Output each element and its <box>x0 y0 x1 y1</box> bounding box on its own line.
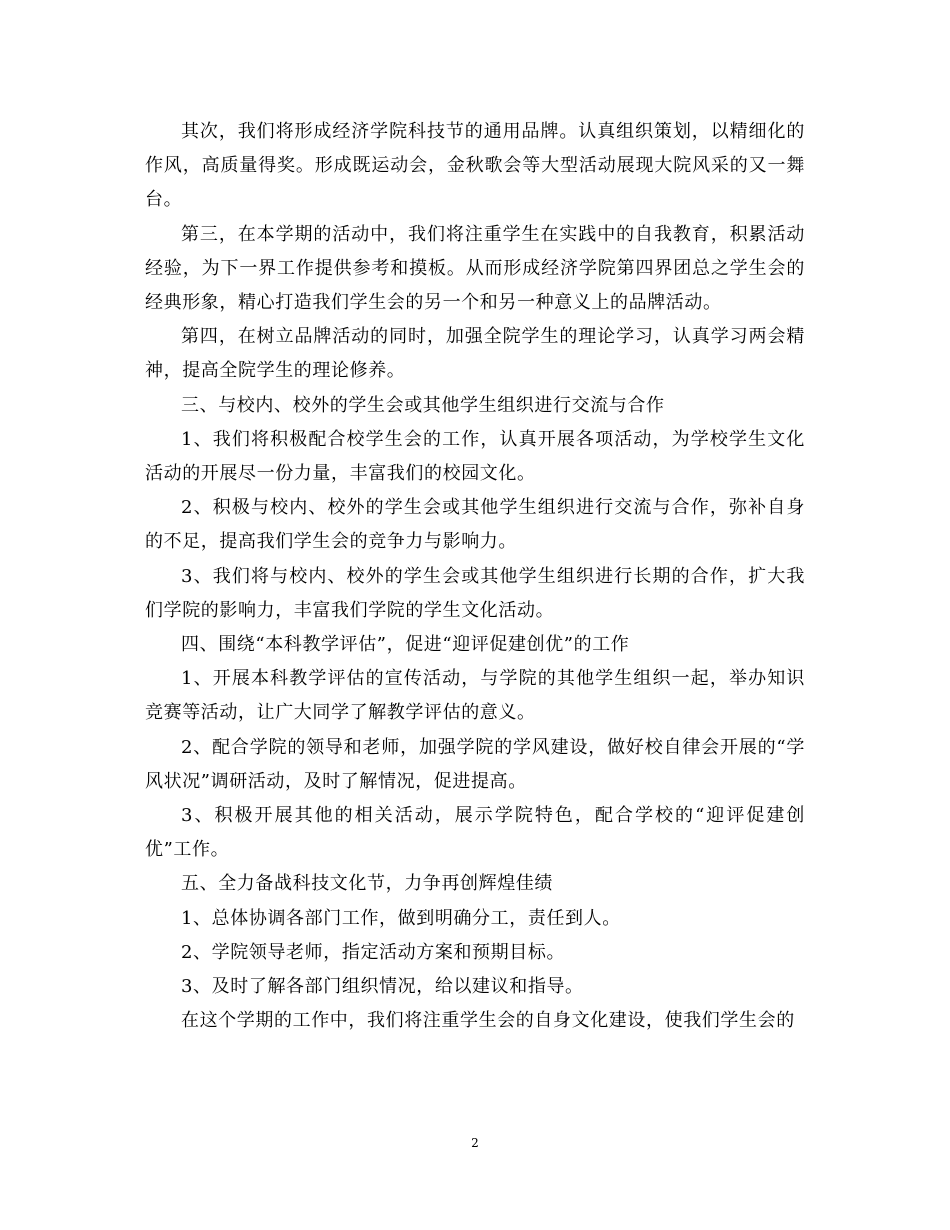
paragraph: 第三，在本学期的活动中，我们将注重学生在实践中的自我教育，积累活动经验，为下一界工作提供参考和摸板。从而形成经济学院第四界团总之学生会的经典形象，精心打造我们学生会的另一个和另一种意义上的品牌活动。 <box>145 223 805 314</box>
paragraph: 第四，在树立品牌活动的同时，加强全院学生的理论学习，认真学习两会精神，提高全院学生的理论修养。 <box>145 326 805 382</box>
paragraph: 其次，我们将形成经济学院科技节的通用品牌。认真组织策划，以精细化的作风，高质量得奖。形成既运动会，金秋歌会等大型活动展现大院风采的又一舞台。 <box>145 121 805 211</box>
paragraph: 在这个学期的工作中，我们将注重学生会的自身文化建设，使我们学生会的 <box>181 1010 795 1032</box>
list-item: 2、学院领导老师，指定活动方案和预期目标。 <box>181 941 566 963</box>
page-number: 2 <box>471 1136 479 1150</box>
list-item: 3、我们将与校内、校外的学生会或其他学生组织进行长期的合作，扩大我们学院的影响力，丰富我们学院的学生文化活动。 <box>145 565 805 621</box>
list-item: 2、积极与校内、校外的学生会或其他学生组织进行交流与合作，弥补自身的不足，提高我们学生会的竞争力与影响力。 <box>145 497 805 553</box>
section-heading: 三、与校内、校外的学生会或其他学生组织进行交流与合作 <box>181 394 665 416</box>
list-item: 3、积极开展其他的相关活动，展示学院特色，配合学校的“迎评促建创优”工作。 <box>145 805 805 861</box>
document-body <box>145 115 805 1038</box>
list-item: 1、我们将积极配合校学生会的工作，认真开展各项活动，为学校学生文化活动的开展尽一份力量，丰富我们的校园文化。 <box>145 428 805 485</box>
section-heading: 四、围绕“本科教学评估”，促进“迎评促建创优”的工作 <box>181 634 630 656</box>
list-item: 2、配合学院的领导和老师，加强学院的学风建设，做好校自律会开展的“学风状况”调研活动，及时了解情况，促进提高。 <box>145 736 805 792</box>
list-item: 1、总体协调各部门工作，做到明确分工，责任到人。 <box>181 907 621 929</box>
list-item: 1、开展本科教学评估的宣传活动，与学院的其他学生组织一起，举办知识竞赛等活动，让广大同学了解教学评估的意义。 <box>145 668 805 724</box>
list-item: 3、及时了解各部门组织情况，给以建议和指导。 <box>181 976 584 998</box>
section-heading: 五、全力备战科技文化节，力争再创辉煌佳绩 <box>181 873 553 895</box>
